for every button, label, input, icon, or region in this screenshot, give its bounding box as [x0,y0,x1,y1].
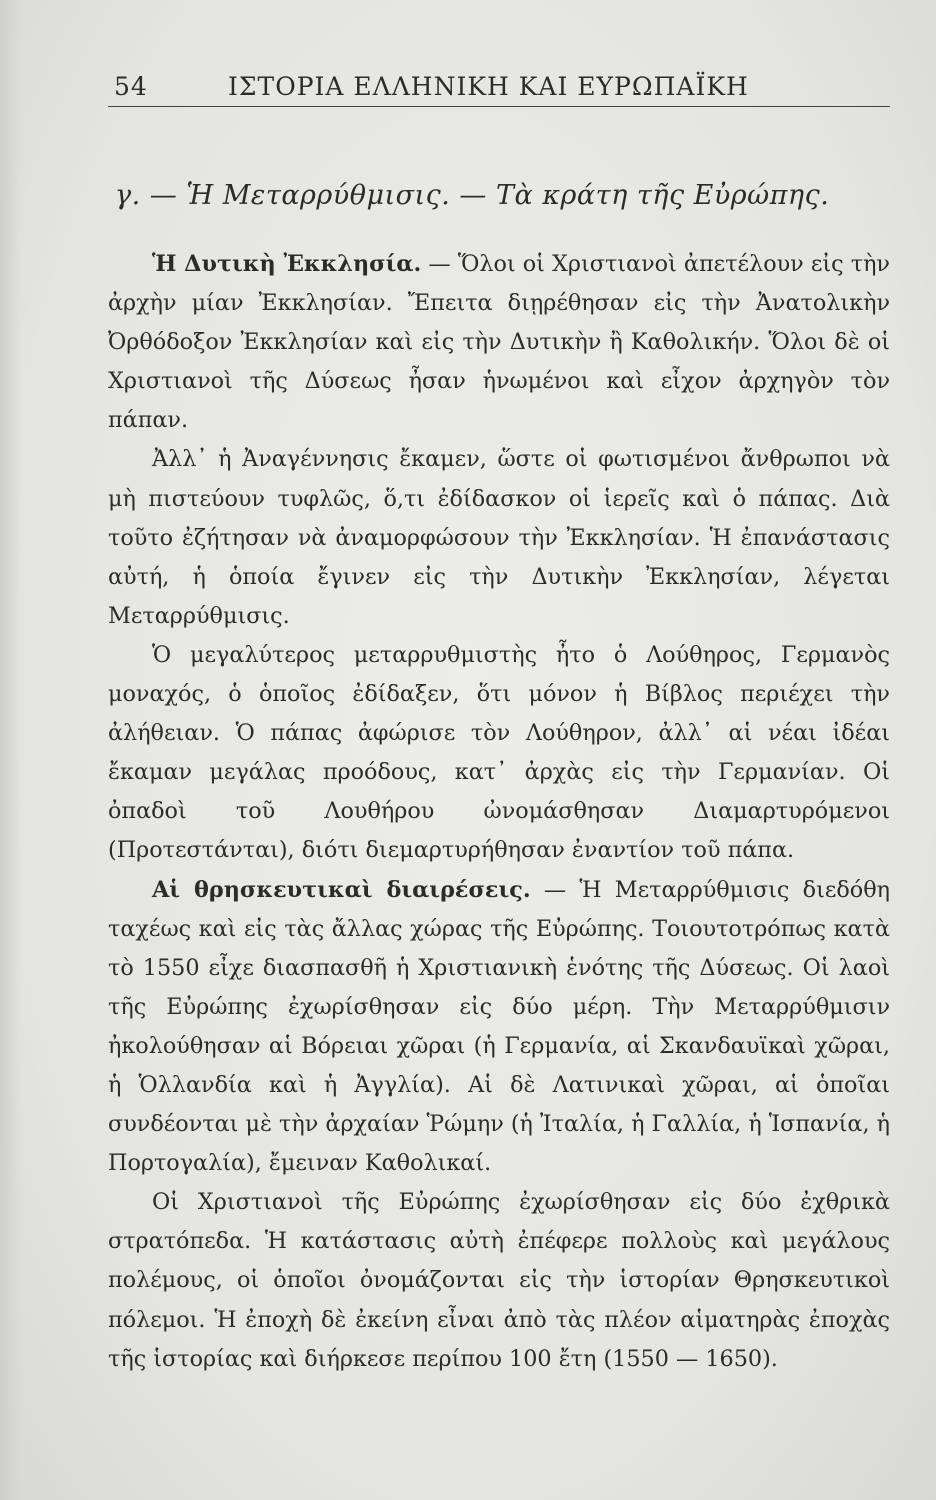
paragraph-text: — Ἡ Μεταρρύθμισις διεδόθη ταχέως καὶ εἰς τὰς ἄλλας χώρας τῆς Εὐρώπης. Τοιουτοτρόπως κατὰ τὸ 1550 εἶχε διασπασθῆ ἡ Χριστιανικὴ ἑνότης τῆς Δύσεως. Οἱ λαοὶ τῆς Εὐρώπης ἐχωρίσθησαν εἰς δύο μέρη. Τὴν Μεταρρύθμισιν ἠκολούθησαν αἱ Βόρειαι χῶραι (ἡ Γερμανία, αἱ Σκανδαυϊκαὶ χῶραι, ἡ Ὁλλανδία καὶ ἡ Ἀγγλία). Αἱ δὲ Λατινικαὶ χῶραι, αἱ ὁποῖαι συνδέονται μὲ τὴν ἀρχαίαν Ῥώμην (ἡ Ἰταλία, ἡ Γαλλία, ἡ Ἱσπανία, ἡ Πορτογαλία), ἔμειναν Καθολικαί. [108,876,891,1177]
page-number: 54 [114,72,148,101]
section-title: γ. — Ἡ Μεταρρύθμισις. — Τὰ κράτη τῆς Εὐρώπης. [115,180,830,211]
body-text [108,245,890,1379]
paragraph-religious-wars [108,1183,890,1378]
paragraph-text: Ὁ μεγαλύτερος μεταρρυθμιστὴς ἦτο ὁ Λούθηρος, Γερμανὸς μοναχός, ὁ ὁποῖος ἐδίδαξεν, ὅτι μόνον ἡ Βίβλος περιέχει τὴν ἀλήθειαν. Ὁ πάπας ἀφώρισε τὸν Λούθηρον, ἀλλ᾽ αἱ νέαι ἰδέαι ἔκαμαν μεγάλας προόδους, κατ᾽ ἀρχὰς εἰς τὴν Γερμανίαν. Οἱ ὀπαδοὶ τοῦ Λουθήρου ὠνομάσθησαν Διαμαρτυρόμενοι (Προτεστάνται), διότι διεμαρτυρήθησαν ἐναντίον τοῦ πάπα. [108,641,890,864]
paragraph-western-church [108,245,890,440]
paragraph-religious-divisions [108,871,890,1184]
paragraph-text: Οἱ Χριστιανοὶ τῆς Εὐρώπης ἐχωρίσθησαν εἰς δύο ἐχθρικὰ στρατόπεδα. Ἡ κατάστασις αὐτὴ ἐπέφερε πολλοὺς καὶ μεγάλους πολέμους, οἱ ὁποῖοι ὀνομάζονται εἰς τὴν ἱστορίαν Θρησκευτικοὶ πόλεμοι. Ἡ ἐποχὴ δὲ ἐκείνη εἶναι ἀπὸ τὰς πλέον αἱματηρὰς ἐποχὰς τῆς ἱστορίας καὶ διήρκεσε περίπου 100 ἔτη (1550 — 1650). [108,1189,890,1372]
paragraph-text: — Ὅλοι οἱ Χριστιανοὶ ἀπετέλουν εἰς τὴν ἀρχὴν μίαν Ἐκκλησίαν. Ἔπειτα διῃρέθησαν εἰς τὴν Ἀνατολικὴν Ὀρθόδοξον Ἐκκλησίαν καὶ εἰς τὴν Δυτικὴν ἢ Καθολικήν. Ὅλοι δὲ οἱ Χριστιανοὶ τῆς Δύσεως ἦσαν ἡνωμένοι καὶ εἶχον ἀρχηγὸν τὸν πάπαν. [108,251,890,434]
page-edge-shadow [0,0,22,1500]
paragraph-heading: Ἡ Δυτικὴ Ἐκκλησία. [152,251,422,277]
running-title: ΙΣΤΟΡΙΑ ΕΛΛΗΝΙΚΗ ΚΑΙ ΕΥΡΩΠΑΪΚΗ [228,72,749,101]
paragraph-luther [108,636,890,871]
paragraph-heading: Αἱ θρησκευτικαὶ διαιρέσεις. [152,876,531,903]
running-header [108,70,890,107]
paragraph-text: Ἀλλ᾽ ἡ Ἀναγέννησις ἔκαμεν, ὥστε οἱ φωτισμένοι ἄνθρωποι νὰ μὴ πιστεύουν τυφλῶς, ὅ,τι ἐδίδασκον οἱ ἱερεῖς καὶ ὁ πάπας. Διὰ τοῦτο ἐζήτησαν νὰ ἀναμορφώσουν τὴν Ἐκκλησίαν. Ἡ ἐπανάστασις αὐτή, ἡ ὁποία ἔγινεν εἰς τὴν Δυτικὴν Ἐκκλησίαν, λέγεται Μεταρρύθμισις. [108,446,890,629]
paragraph-renaissance [108,440,890,635]
